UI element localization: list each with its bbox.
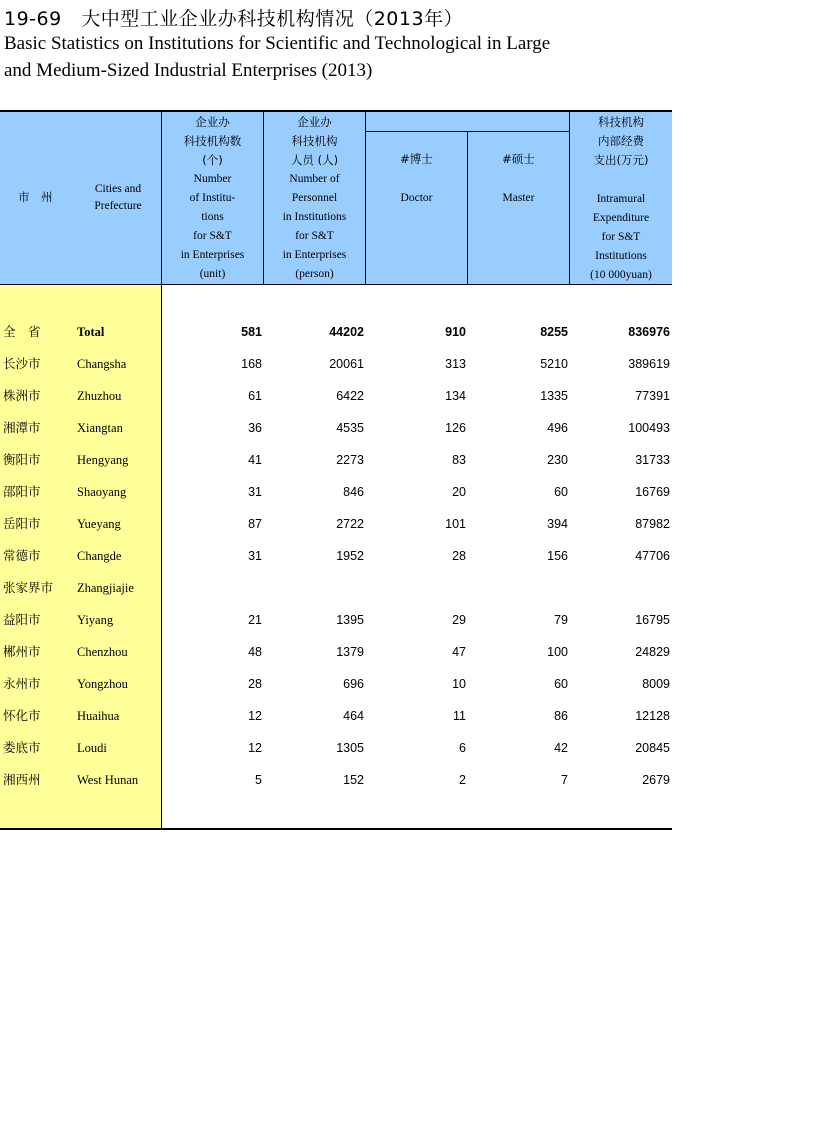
institutions-value: 581 [241,325,262,339]
header-line: (10 000yuan) [590,269,652,281]
institutions-value: 168 [241,357,262,371]
header-line: of Institu- [189,192,236,204]
table-title-english-line1: Basic Statistics on Institutions for Scientific and Technological in Large [4,33,551,54]
table-row [0,476,672,508]
expenditure-value: 47706 [635,549,670,563]
header-line: (个) [202,153,223,167]
institutions-value: 61 [248,389,262,403]
personnel-value: 1379 [336,645,364,659]
header-line: 科技机构 [598,115,644,129]
header-line: Institutions [595,250,647,262]
region-name-en: Xiangtan [77,421,123,435]
region-name-cn: 湘西州 [3,772,41,787]
doctor-value: 28 [452,549,466,563]
header-region-cn: 市 州 [18,190,53,204]
master-value: 7 [561,773,568,787]
expenditure-value: 389619 [628,357,670,371]
expenditure-value: 16769 [635,485,670,499]
header-line: 内部经费 [598,134,644,148]
region-name-en: Zhuzhou [77,389,122,403]
table-title-english-line2: and Medium-Sized Industrial Enterprises (2013) [4,60,373,81]
region-name-en: West Hunan [77,773,139,787]
region-name-cn: 怀化市 [3,708,41,723]
table-row [0,412,672,444]
table-row [0,636,672,668]
header-line: Doctor [400,192,433,204]
region-name-en: Total [77,325,105,339]
region-name-cn: 株洲市 [3,388,41,403]
doctor-value: 313 [445,357,466,371]
header-line: Number [193,173,232,185]
header-line: 企业办 [297,115,332,129]
header-line: #博士 [400,152,433,166]
region-name-cn: 岳阳市 [3,516,41,531]
doctor-value: 47 [452,645,466,659]
header-region-en-line2: Prefecture [94,200,142,212]
master-value: 79 [554,613,568,627]
doctor-value: 910 [445,325,466,339]
doctor-value: 83 [452,453,466,467]
header-line: for S&T [601,231,641,243]
personnel-value: 1305 [336,741,364,755]
personnel-value: 696 [343,677,364,691]
master-value: 1335 [540,389,568,403]
master-value: 5210 [540,357,568,371]
region-name-cn: 全 省 [3,324,41,339]
personnel-value: 2722 [336,517,364,531]
doctor-value: 126 [445,421,466,435]
region-name-cn: 长沙市 [3,356,41,371]
expenditure-value: 77391 [635,389,670,403]
master-value: 496 [547,421,568,435]
header-line: tions [201,211,224,223]
institutions-value: 12 [248,709,262,723]
expenditure-value: 100493 [628,421,670,435]
table-row [0,764,672,796]
region-name-cn: 衡阳市 [3,452,41,467]
expenditure-value: 836976 [628,325,670,339]
institutions-value: 36 [248,421,262,435]
table-row [0,668,672,700]
doctor-value: 20 [452,485,466,499]
header-region-en [72,180,164,216]
header-region-en-line1: Cities and [94,183,142,195]
header-line: for S&T [295,230,334,242]
doctor-value: 10 [452,677,466,691]
doctor-value: 29 [452,613,466,627]
region-name-en: Hengyang [77,453,129,467]
doctor-value: 2 [459,773,466,787]
region-name-en: Loudi [77,741,107,755]
personnel-value: 152 [343,773,364,787]
region-name-en: Yueyang [77,517,121,531]
region-name-en: Changsha [77,357,127,371]
header-line: in Institutions [282,211,347,223]
header-line: Number of [289,173,340,185]
institutions-value: 12 [248,741,262,755]
header-line: in Enterprises [180,249,245,261]
master-value: 156 [547,549,568,563]
region-name-en: Changde [77,549,122,563]
region-name-cn: 张家界市 [3,580,54,595]
table-row [0,380,672,412]
table-row [0,508,672,540]
region-name-cn: 常德市 [3,548,41,563]
statistics-table [0,110,672,830]
table-row [0,572,672,604]
header-line: 企业办 [195,115,230,129]
master-value: 60 [554,485,568,499]
master-value: 42 [554,741,568,755]
doctor-value: 134 [445,389,466,403]
personnel-value: 6422 [336,389,364,403]
header-master [468,150,569,208]
table-row [0,604,672,636]
header-line: 科技机构 [291,134,338,148]
region-name-cn: 娄底市 [3,740,41,755]
region-name-cn: 永州市 [3,676,41,691]
expenditure-value: 8009 [642,677,670,691]
expenditure-value: 87982 [635,517,670,531]
header-intramural-expenditure [570,113,672,285]
expenditure-value: 2679 [642,773,670,787]
table-row [0,732,672,764]
header-line: Personnel [291,192,338,204]
region-name-en: Yiyang [77,613,114,627]
region-name-cn: 湘潭市 [3,420,41,435]
region-name-en: Shaoyang [77,485,127,499]
master-value: 8255 [540,325,568,339]
header-line: Intramural [596,193,646,205]
region-name-cn: 邵阳市 [3,484,41,499]
personnel-value: 464 [343,709,364,723]
master-value: 86 [554,709,568,723]
institutions-value: 48 [248,645,262,659]
header-institutions-count [162,113,263,284]
personnel-value: 44202 [329,325,364,339]
master-value: 100 [547,645,568,659]
header-line: for S&T [193,230,232,242]
table-row [0,316,672,348]
institutions-value: 31 [248,485,262,499]
institutions-value: 31 [248,549,262,563]
region-name-en: Yongzhou [77,677,128,691]
header-line: 支出(万元) [593,153,649,167]
header-doctor [366,150,467,208]
expenditure-value: 12128 [635,709,670,723]
table-row [0,700,672,732]
expenditure-value: 20845 [635,741,670,755]
table-row [0,444,672,476]
region-name-cn: 郴州市 [3,644,41,659]
header-line: Expenditure [592,212,650,224]
personnel-value: 20061 [329,357,364,371]
personnel-value: 1952 [336,549,364,563]
region-name-en: Chenzhou [77,645,128,659]
doctor-value: 6 [459,741,466,755]
header-sub-rule [365,131,570,132]
doctor-value: 11 [453,709,466,723]
header-line: (person) [295,268,334,280]
personnel-value: 1395 [336,613,364,627]
table-title-chinese: 19-69 大中型工业企业办科技机构情况（2013年） [4,8,464,30]
institutions-value: 28 [248,677,262,691]
header-line: 人员 (人) [290,153,339,167]
institutions-value: 21 [248,613,262,627]
master-value: 230 [547,453,568,467]
header-line: 科技机构数 [183,134,242,148]
institutions-value: 5 [255,773,262,787]
header-line: (unit) [199,268,226,280]
header-line: in Enterprises [282,249,347,261]
header-line: #硕士 [502,152,535,166]
region-name-cn: 益阳市 [3,612,41,627]
personnel-value: 846 [343,485,364,499]
institutions-value: 87 [248,517,262,531]
header-line: Master [502,192,535,204]
expenditure-value: 16795 [635,613,670,627]
master-value: 60 [554,677,568,691]
region-name-en: Zhangjiajie [77,581,134,595]
institutions-value: 41 [248,453,262,467]
personnel-value: 4535 [336,421,364,435]
doctor-value: 101 [445,517,466,531]
table-row [0,540,672,572]
expenditure-value: 31733 [635,453,670,467]
master-value: 394 [547,517,568,531]
personnel-value: 2273 [336,453,364,467]
table-row [0,348,672,380]
header-personnel [264,113,365,284]
expenditure-value: 24829 [635,645,670,659]
region-name-en: Huaihua [77,709,120,723]
